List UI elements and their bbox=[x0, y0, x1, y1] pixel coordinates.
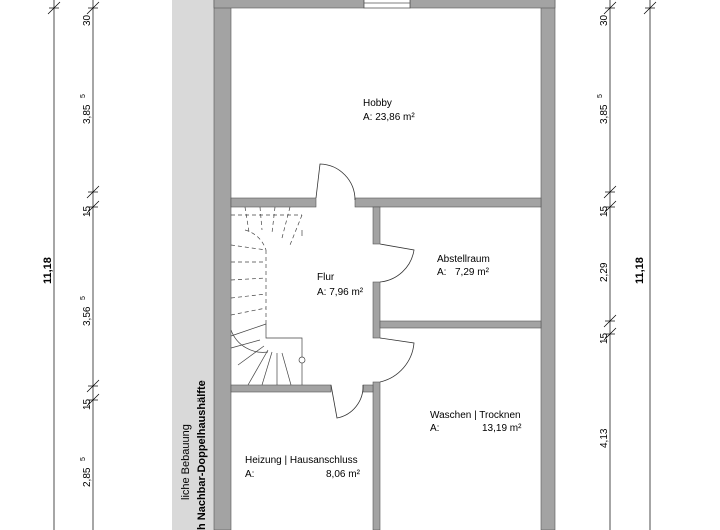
dim-left-2-sup: 5 bbox=[80, 94, 87, 98]
dim-right-6: 4,13 bbox=[599, 428, 610, 448]
room-area-flur: A: 7,96 m² bbox=[317, 287, 364, 298]
room-name-hobby: Hobby bbox=[363, 98, 392, 109]
dim-left-total: 11,18 bbox=[42, 257, 54, 284]
wall-heizung-top-left bbox=[231, 385, 331, 392]
room-area-abstellraum: 7,29 m² bbox=[455, 267, 489, 278]
dim-right-2-sup: 5 bbox=[597, 94, 604, 98]
dim-right-5: 15 bbox=[599, 332, 610, 344]
dim-left-3: 15 bbox=[82, 205, 93, 217]
wall-top-left bbox=[214, 0, 364, 8]
dim-left-6-sup: 5 bbox=[80, 457, 87, 461]
wall-hobby-right bbox=[355, 198, 541, 207]
room-name-heizung: Heizung | Hausanschluss bbox=[245, 455, 358, 466]
dim-right-2: 3,85 bbox=[599, 104, 610, 124]
wall-left bbox=[214, 0, 231, 530]
dimension-labels-right bbox=[597, 14, 646, 448]
dim-left-1: 30 bbox=[82, 14, 93, 26]
room-area-heizung: 8,06 m² bbox=[326, 469, 360, 480]
door-abstellraum bbox=[380, 244, 414, 282]
dim-left-4: 3,56 bbox=[82, 306, 93, 326]
dim-right-total: 11,18 bbox=[634, 257, 646, 284]
neighbor-label-line2: h Nachbar-Doppelhaushälfte bbox=[196, 380, 208, 530]
wall-abstell-bottom bbox=[380, 321, 541, 328]
room-area-prefix-abstellraum: A: bbox=[437, 267, 447, 278]
dimension-chain-right bbox=[604, 0, 656, 530]
wall-flur-right-top bbox=[373, 207, 380, 244]
wall-flur-right-bottom bbox=[373, 382, 380, 530]
dimension-chain-left bbox=[48, 0, 99, 530]
dim-right-1: 30 bbox=[599, 14, 610, 26]
dim-right-3: 15 bbox=[599, 205, 610, 217]
wall-right bbox=[541, 0, 555, 530]
dim-right-4: 2,29 bbox=[599, 262, 610, 282]
dim-left-2: 3,85 bbox=[82, 104, 93, 124]
room-area-prefix-heizung: A: bbox=[245, 469, 255, 480]
door-hobby bbox=[316, 164, 355, 200]
room-area-waschen: 13,19 m² bbox=[482, 423, 522, 434]
room-name-waschen: Waschen | Trocknen bbox=[430, 410, 521, 421]
wall-top-right bbox=[410, 0, 555, 8]
wall-hobby-left bbox=[231, 198, 316, 207]
stairs bbox=[231, 207, 305, 385]
room-name-abstellraum: Abstellraum bbox=[437, 254, 490, 265]
neighbor-label-line1: liche Bebauung bbox=[180, 424, 192, 500]
dim-left-5: 15 bbox=[82, 398, 93, 410]
room-area-hobby: A: 23,86 m² bbox=[363, 112, 415, 123]
room-labels bbox=[245, 98, 522, 480]
wall-flur-right-mid bbox=[373, 282, 380, 338]
room-area-prefix-waschen: A: bbox=[430, 423, 440, 434]
room-name-flur: Flur bbox=[317, 272, 335, 283]
walls bbox=[214, 0, 555, 530]
dim-left-4-sup: 5 bbox=[80, 296, 87, 300]
wall-heizung-top-right bbox=[363, 385, 373, 392]
dim-left-6: 2,85 bbox=[82, 467, 93, 487]
window bbox=[364, 0, 410, 8]
dimension-labels-left bbox=[42, 14, 93, 487]
door-heizung bbox=[331, 385, 363, 418]
door-waschen bbox=[380, 338, 414, 382]
